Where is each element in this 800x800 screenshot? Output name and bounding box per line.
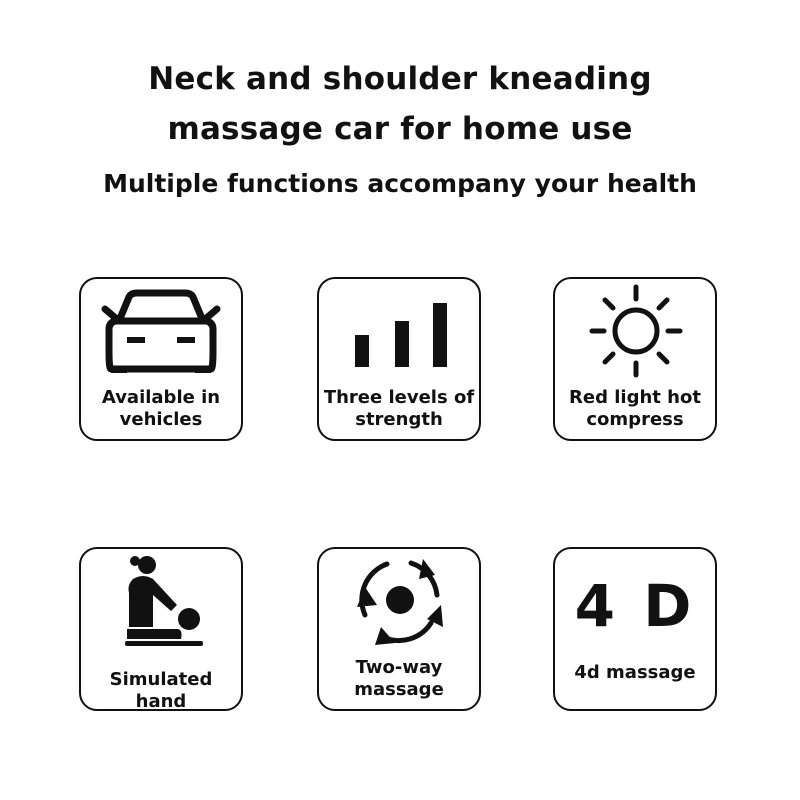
4d-text: 4 D: [574, 572, 696, 640]
feature-label: Simulated hand: [109, 669, 213, 712]
feature-card-4d: [553, 547, 717, 711]
bar-low: [355, 335, 369, 367]
feature-card-vehicles: [79, 277, 243, 441]
title-line-1: Neck and shoulder kneading: [148, 61, 652, 97]
feature-card-simulated-hand: [79, 547, 243, 711]
sun-icon: [555, 279, 715, 389]
feature-card-red-light: [553, 277, 717, 441]
signal-bars-icon: [319, 279, 479, 389]
feature-label: 4d massage: [574, 662, 696, 683]
title-line-2: massage car for home use: [167, 111, 633, 147]
bar-mid: [395, 321, 409, 367]
feature-label: Available in vehicles: [101, 387, 221, 430]
feature-label: Three levels of strength: [323, 387, 475, 430]
feature-card-two-way: [317, 547, 481, 711]
page-subtitle: Multiple functions accompany your health: [103, 169, 697, 198]
feature-label: Red light hot compress: [569, 387, 701, 430]
massage-person-icon: [81, 549, 241, 659]
feature-label: Two-way massage: [354, 657, 444, 700]
page-title: [0, 54, 800, 154]
feature-card-strength: [317, 277, 481, 441]
bar-high: [433, 303, 447, 367]
rotate-arrows-icon: [319, 549, 479, 659]
car-icon: [81, 279, 241, 389]
